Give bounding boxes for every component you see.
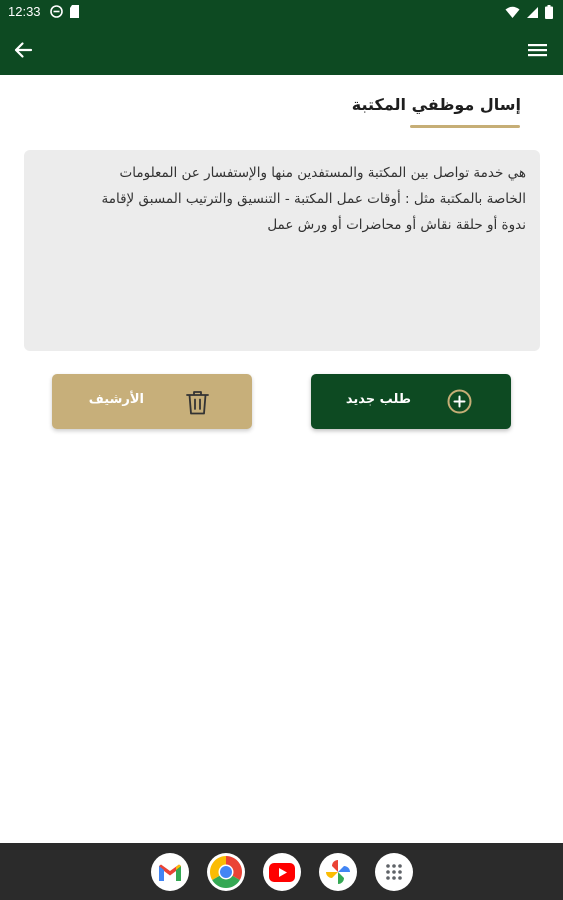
new-request-button[interactable] — [311, 374, 511, 429]
status-bar — [0, 0, 563, 24]
signal-icon — [526, 6, 539, 19]
menu-button[interactable] — [524, 37, 550, 63]
app-drawer-icon[interactable] — [375, 853, 413, 891]
wifi-icon — [505, 6, 520, 19]
description-line: الخاصة بالمكتبة مثل : أوقات عمل المكتبة - التنسيق والترتيب المسبق لإقامة — [101, 191, 526, 207]
service-description-box — [24, 150, 540, 351]
app-bar — [0, 24, 563, 75]
back-button[interactable] — [10, 37, 36, 63]
chrome-app-icon[interactable] — [207, 853, 245, 891]
title-underline — [410, 125, 520, 128]
page-title: إسال موظفي المكتبة — [351, 95, 521, 114]
youtube-logo-icon — [269, 863, 295, 882]
new-request-label: طلب جديد — [345, 392, 411, 407]
photos-app-icon[interactable] — [319, 853, 357, 891]
battery-icon — [545, 5, 553, 19]
chrome-logo-icon — [208, 854, 244, 890]
description-line: ندوة أو حلقة نقاش أو محاضرات أو ورش عمل — [267, 217, 526, 233]
plus-circle-icon — [447, 389, 472, 414]
status-time: 12:33 — [8, 4, 41, 19]
photos-pinwheel-icon — [324, 858, 352, 886]
trash-icon — [185, 389, 210, 416]
description-line: هي خدمة تواصل بين المكتبة والمستفدين منها والإستفسار عن المعلومات — [119, 165, 526, 181]
sd-card-icon — [69, 5, 80, 18]
arrow-left-icon — [13, 40, 33, 60]
gmail-app-icon[interactable] — [151, 853, 189, 891]
hamburger-menu-icon — [528, 42, 547, 58]
service-description — [36, 160, 526, 238]
archive-button[interactable] — [52, 374, 252, 429]
youtube-app-icon[interactable] — [263, 853, 301, 891]
app-grid-icon — [385, 863, 403, 881]
archive-label: الأرشيف — [88, 392, 144, 407]
taskbar-dock — [0, 843, 563, 900]
gmail-logo-icon — [158, 863, 182, 882]
do-not-disturb-icon — [50, 5, 63, 18]
